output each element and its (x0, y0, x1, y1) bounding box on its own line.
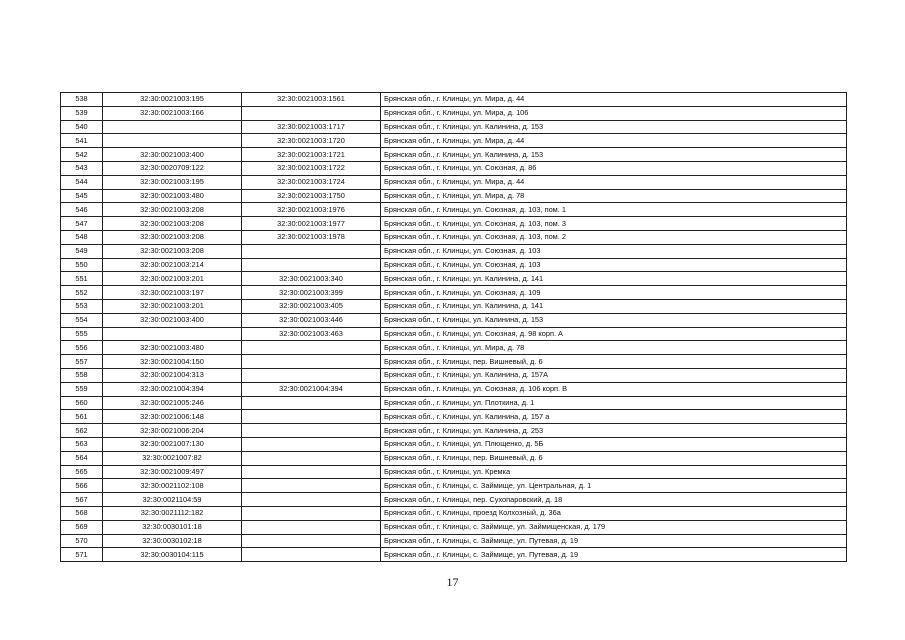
row-number-cell: 549 (61, 244, 103, 258)
cadastral-number-object-cell (242, 396, 381, 410)
table-row (61, 479, 847, 493)
address-cell: Брянская обл., г. Клинцы, с. Займище, ул. Путевая, д. 19 (381, 534, 847, 548)
row-number-cell: 541 (61, 134, 103, 148)
address-cell: Брянская обл., г. Клинцы, ул. Калинина, д. 141 (381, 299, 847, 313)
cadastral-number-object-cell: 32:30:0021003:1722 (242, 161, 381, 175)
cadastral-number-object-cell (242, 424, 381, 438)
cadastral-number-land-cell: 32:30:0021003:201 (103, 299, 242, 313)
address-cell: Брянская обл., г. Клинцы, ул. Союзная, д. 109 (381, 286, 847, 300)
cadastral-number-land-cell: 32:30:0021102:108 (103, 479, 242, 493)
table-row (61, 272, 847, 286)
cadastral-number-object-cell (242, 258, 381, 272)
cadastral-number-land-cell: 32:30:0021004:394 (103, 382, 242, 396)
cadastral-number-land-cell: 32:30:0021005:246 (103, 396, 242, 410)
cadastral-number-object-cell (242, 534, 381, 548)
cadastral-number-land-cell: 32:30:0021003:480 (103, 189, 242, 203)
cadastral-number-object-cell (242, 106, 381, 120)
cadastral-number-land-cell: 32:30:0021003:214 (103, 258, 242, 272)
cadastral-number-land-cell: 32:30:0021003:400 (103, 148, 242, 162)
cadastral-number-land-cell: 32:30:0030101:18 (103, 520, 242, 534)
row-number-cell: 561 (61, 410, 103, 424)
address-cell: Брянская обл., г. Клинцы, ул. Калинина, д. 157 а (381, 410, 847, 424)
row-number-cell: 542 (61, 148, 103, 162)
address-cell: Брянская обл., г. Клинцы, ул. Плющенко, д. 5Б (381, 437, 847, 451)
row-number-cell: 568 (61, 506, 103, 520)
address-cell: Брянская обл., г. Клинцы, ул. Плоткина, д. 1 (381, 396, 847, 410)
cadastral-number-land-cell: 32:30:0021003:208 (103, 217, 242, 231)
cadastral-number-object-cell: 32:30:0021004:394 (242, 382, 381, 396)
address-cell: Брянская обл., г. Клинцы, ул. Союзная, д. 86 (381, 161, 847, 175)
cadastral-number-object-cell (242, 548, 381, 562)
row-number-cell: 557 (61, 355, 103, 369)
address-cell: Брянская обл., г. Клинцы, ул. Союзная, д. 98 корп. А (381, 327, 847, 341)
table-row (61, 120, 847, 134)
cadastral-number-object-cell (242, 465, 381, 479)
address-cell: Брянская обл., г. Клинцы, с. Займище, ул. Центральная, д. 1 (381, 479, 847, 493)
address-cell: Брянская обл., г. Клинцы, ул. Мира, д. 44 (381, 93, 847, 107)
cadastral-number-land-cell: 32:30:0021003:480 (103, 341, 242, 355)
table-row (61, 410, 847, 424)
table-row (61, 161, 847, 175)
cadastral-number-object-cell (242, 479, 381, 493)
row-number-cell: 554 (61, 313, 103, 327)
cadastral-number-land-cell (103, 327, 242, 341)
address-cell: Брянская обл., г. Клинцы, ул. Союзная, д. 103 (381, 244, 847, 258)
table-row (61, 299, 847, 313)
cadastral-number-object-cell: 32:30:0021003:1721 (242, 148, 381, 162)
cadastral-number-object-cell: 32:30:0021003:405 (242, 299, 381, 313)
cadastral-number-land-cell: 32:30:0021003:400 (103, 313, 242, 327)
address-cell: Брянская обл., г. Клинцы, пер. Вишневый, д. 6 (381, 355, 847, 369)
address-cell: Брянская обл., г. Клинцы, пер. Сухопаровский, д. 18 (381, 493, 847, 507)
cadastral-number-land-cell: 32:30:0021003:166 (103, 106, 242, 120)
page-number: 17 (446, 575, 459, 589)
row-number-cell: 550 (61, 258, 103, 272)
table-row (61, 506, 847, 520)
cadastral-number-object-cell (242, 506, 381, 520)
address-cell: Брянская обл., г. Клинцы, ул. Союзная, д. 103 (381, 258, 847, 272)
table-row (61, 175, 847, 189)
cadastral-number-land-cell (103, 134, 242, 148)
table-row (61, 548, 847, 562)
cadastral-number-land-cell: 32:30:0021006:204 (103, 424, 242, 438)
cadastral-number-object-cell: 32:30:0021003:1976 (242, 203, 381, 217)
cadastral-number-object-cell: 32:30:0021003:1724 (242, 175, 381, 189)
row-number-cell: 548 (61, 230, 103, 244)
address-cell: Брянская обл., г. Клинцы, ул. Мира, д. 78 (381, 341, 847, 355)
row-number-cell: 563 (61, 437, 103, 451)
cadastral-number-object-cell (242, 355, 381, 369)
registry-table-body (61, 93, 847, 562)
cadastral-number-land-cell: 32:30:0021009:497 (103, 465, 242, 479)
cadastral-number-object-cell: 32:30:0021003:399 (242, 286, 381, 300)
row-number-cell: 558 (61, 368, 103, 382)
address-cell: Брянская обл., г. Клинцы, ул. Калинина, д. 153 (381, 120, 847, 134)
table-row (61, 189, 847, 203)
address-cell: Брянская обл., г. Клинцы, ул. Калинина, д. 253 (381, 424, 847, 438)
cadastral-number-object-cell: 32:30:0021003:1750 (242, 189, 381, 203)
row-number-cell: 565 (61, 465, 103, 479)
row-number-cell: 567 (61, 493, 103, 507)
address-cell: Брянская обл., г. Клинцы, ул. Мира, д. 106 (381, 106, 847, 120)
cadastral-number-object-cell (242, 368, 381, 382)
row-number-cell: 539 (61, 106, 103, 120)
row-number-cell: 551 (61, 272, 103, 286)
table-row (61, 493, 847, 507)
row-number-cell: 546 (61, 203, 103, 217)
row-number-cell: 570 (61, 534, 103, 548)
row-number-cell: 571 (61, 548, 103, 562)
table-row (61, 368, 847, 382)
address-cell: Брянская обл., г. Клинцы, ул. Мира, д. 78 (381, 189, 847, 203)
address-cell: Брянская обл., г. Клинцы, ул. Калинина, д. 153 (381, 313, 847, 327)
row-number-cell: 544 (61, 175, 103, 189)
row-number-cell: 553 (61, 299, 103, 313)
cadastral-number-land-cell: 32:30:0021003:208 (103, 230, 242, 244)
cadastral-number-land-cell: 32:30:0021004:150 (103, 355, 242, 369)
row-number-cell: 555 (61, 327, 103, 341)
cadastral-number-land-cell: 32:30:0021006:148 (103, 410, 242, 424)
table-row (61, 451, 847, 465)
cadastral-number-land-cell: 32:30:0021112:182 (103, 506, 242, 520)
table-row (61, 327, 847, 341)
address-cell: Брянская обл., г. Клинцы, ул. Союзная, д. 103, пом. 1 (381, 203, 847, 217)
cadastral-number-object-cell: 32:30:0021003:340 (242, 272, 381, 286)
cadastral-number-object-cell (242, 341, 381, 355)
cadastral-number-object-cell: 32:30:0021003:1717 (242, 120, 381, 134)
cadastral-number-land-cell: 32:30:0021003:197 (103, 286, 242, 300)
address-cell: Брянская обл., г. Клинцы, ул. Калинина, д. 153 (381, 148, 847, 162)
cadastral-number-land-cell: 32:30:0021104:59 (103, 493, 242, 507)
address-cell: Брянская обл., г. Клинцы, ул. Союзная, д. 103, пом. 2 (381, 230, 847, 244)
cadastral-number-land-cell: 32:30:0021007:130 (103, 437, 242, 451)
table-row (61, 203, 847, 217)
table-row (61, 382, 847, 396)
table-row (61, 258, 847, 272)
table-row (61, 106, 847, 120)
cadastral-number-object-cell: 32:30:0021003:1978 (242, 230, 381, 244)
table-row (61, 244, 847, 258)
row-number-cell: 559 (61, 382, 103, 396)
table-row (61, 355, 847, 369)
registry-table (60, 92, 847, 562)
cadastral-number-object-cell: 32:30:0021003:463 (242, 327, 381, 341)
cadastral-number-object-cell (242, 520, 381, 534)
cadastral-number-land-cell: 32:30:0021003:208 (103, 244, 242, 258)
row-number-cell: 560 (61, 396, 103, 410)
cadastral-number-land-cell: 32:30:0021003:195 (103, 93, 242, 107)
table-row (61, 217, 847, 231)
cadastral-number-land-cell: 32:30:0030102:18 (103, 534, 242, 548)
row-number-cell: 547 (61, 217, 103, 231)
cadastral-number-land-cell: 32:30:0021003:195 (103, 175, 242, 189)
row-number-cell: 538 (61, 93, 103, 107)
row-number-cell: 566 (61, 479, 103, 493)
cadastral-number-land-cell: 32:30:0021007:82 (103, 451, 242, 465)
cadastral-number-land-cell: 32:30:0021003:201 (103, 272, 242, 286)
row-number-cell: 556 (61, 341, 103, 355)
address-cell: Брянская обл., г. Клинцы, ул. Калинина, д. 141 (381, 272, 847, 286)
table-row (61, 341, 847, 355)
table-row (61, 148, 847, 162)
table-row (61, 286, 847, 300)
address-cell: Брянская обл., г. Клинцы, ул. Кремка (381, 465, 847, 479)
cadastral-number-land-cell: 32:30:0021003:208 (103, 203, 242, 217)
table-row (61, 424, 847, 438)
table-row (61, 534, 847, 548)
address-cell: Брянская обл., г. Клинцы, ул. Союзная, д. 103, пом. 3 (381, 217, 847, 231)
cadastral-number-object-cell: 32:30:0021003:1720 (242, 134, 381, 148)
cadastral-number-land-cell: 32:30:0021004:313 (103, 368, 242, 382)
cadastral-number-object-cell: 32:30:0021003:446 (242, 313, 381, 327)
table-row (61, 93, 847, 107)
address-cell: Брянская обл., г. Клинцы, пер. Вишневый, д. 6 (381, 451, 847, 465)
table-row (61, 465, 847, 479)
cadastral-number-object-cell (242, 451, 381, 465)
table-row (61, 396, 847, 410)
row-number-cell: 540 (61, 120, 103, 134)
cadastral-number-land-cell: 32:30:0020709:122 (103, 161, 242, 175)
row-number-cell: 562 (61, 424, 103, 438)
cadastral-number-object-cell (242, 244, 381, 258)
table-row (61, 520, 847, 534)
row-number-cell: 543 (61, 161, 103, 175)
cadastral-number-land-cell (103, 120, 242, 134)
address-cell: Брянская обл., г. Клинцы, ул. Калинина, д. 157А (381, 368, 847, 382)
table-row (61, 313, 847, 327)
cadastral-number-object-cell (242, 410, 381, 424)
row-number-cell: 569 (61, 520, 103, 534)
cadastral-number-object-cell (242, 493, 381, 507)
table-row (61, 230, 847, 244)
table-row (61, 134, 847, 148)
table-row (61, 437, 847, 451)
row-number-cell: 564 (61, 451, 103, 465)
cadastral-number-object-cell: 32:30:0021003:1977 (242, 217, 381, 231)
row-number-cell: 552 (61, 286, 103, 300)
address-cell: Брянская обл., г. Клинцы, с. Займище, ул. Займищенская, д. 179 (381, 520, 847, 534)
address-cell: Брянская обл., г. Клинцы, ул. Мира, д. 44 (381, 134, 847, 148)
address-cell: Брянская обл., г. Клинцы, ул. Союзная, д. 106 корп. В (381, 382, 847, 396)
cadastral-number-object-cell (242, 437, 381, 451)
address-cell: Брянская обл., г. Клинцы, ул. Мира, д. 44 (381, 175, 847, 189)
address-cell: Брянская обл., г. Клинцы, с. Займище, ул. Путевая, д. 19 (381, 548, 847, 562)
address-cell: Брянская обл., г. Клинцы, проезд Колхозный, д. 36а (381, 506, 847, 520)
cadastral-number-object-cell: 32:30:0021003:1561 (242, 93, 381, 107)
cadastral-number-land-cell: 32:30:0030104:115 (103, 548, 242, 562)
row-number-cell: 545 (61, 189, 103, 203)
